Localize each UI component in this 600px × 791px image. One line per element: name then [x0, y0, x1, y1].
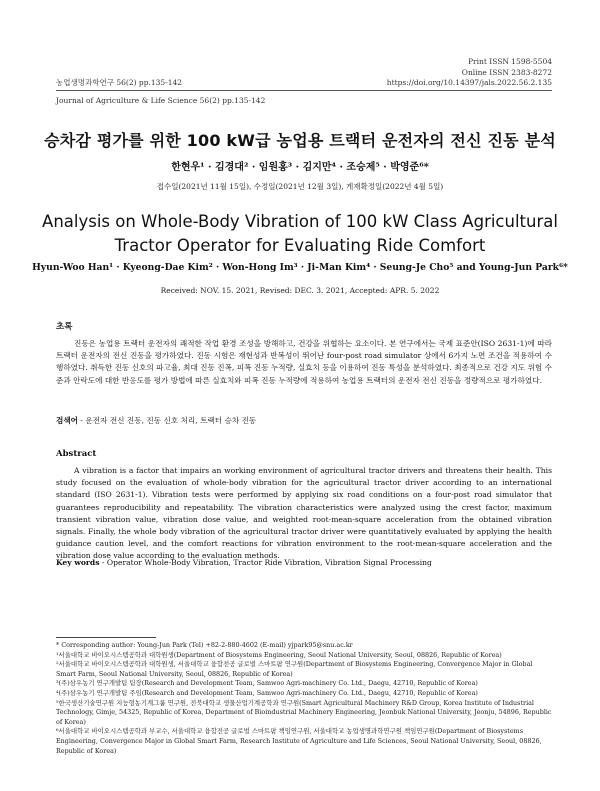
online-issn: Online ISSN 2383-8272 [461, 67, 552, 77]
journal-name-ko: 농업생명과학연구 56(2) pp.135-142 [56, 78, 183, 87]
title-english: Analysis on Whole-Body Vibration of 100 kW Class Agricultural Tractor Operator for Evaluating Ride Comfort [42, 212, 558, 255]
footnote-divider [56, 637, 156, 638]
footnote-affiliation: ⁴(주)삼우농기 연구개발팀 주임(Research and Development Team, Samwoo Agri-machinery Co. Ltd., Daegu, 42710, Republic of Korea) [56, 688, 478, 697]
abstract-ko-text: 진동은 농업용 트랙터 운전자의 쾌적한 작업 환경 조성을 방해하고, 건강을 위협하는 요소이다. 본 연구에서는 국제 표준안(ISO 2631-1)에 따라 트랙터 운전자의 전신 진동을 평가하였다. 진동 시험은 재현성과 반복성이 뛰어난 four-post road simulator 상에서 6가지 노면 조건을 적용하여 수행하였다. 취득한 진동 신호의 파고율, 최대 진동 진폭, 피폭 진동 누적량, 실효치 등을 이용하여 진동 특성을 분석하였다. 최종적으로 건강 지도 위험 수준과 안락도에 대한 반응도를 평가 방법에 따른 실효치와 피폭 진동 누적량에 적용하여 농업용 트랙터의 운전자 전신 진동을 정량적으로 평가하였다. [56, 339, 552, 385]
issn-doi-block [387, 57, 552, 89]
abstract-en-text: A vibration is a factor that impairs an working environment of agricultural tractor drivers and threatens their health. This study focused on the evaluation of whole-body vibration for the agricultural tractor driver according to an international standard (ISO 2631-1). Vibration tests were performed by applying six road conditions on a four-post road simulator that guarantees reproducibility and repeatability. The vibration characteristics were analyzed using the crest factor, maximum transient vibration value, vibration dose value, and weighted root-mean-square acceleration from the obtained vibration signals. Finally, the whole body vibration of the agricultural tractor driver were quantitatively evaluated by applying the health guidance caution level, and the comfort reactions for vibration environment to the root-mean-square acceleration and the vibration dose value according to the evaluation methods. [56, 466, 552, 561]
footnote-corresponding: * Corresponding author: Young-Jun Park (Tel) +82-2-880-4602 (E-mail) yjpark95@snu.ac.kr [56, 641, 353, 649]
dates-english: Received: NOV. 15. 2021, Revised: DEC. 3. 2021, Accepted: APR. 5. 2022 [160, 286, 440, 295]
journal-name-en: Journal of Agriculture & Life Science 56(2) pp.135-142 [56, 96, 266, 105]
footnote-affiliation: ²서울대학교 바이오시스템공학과 대학원생, 서울대학교 융합전공 글로벌 스마트팜 연구원(Department of Biosystems Engineering, Convergence Major in Global Smart Farm, Seoul National University, Seoul, 08826, Republic of Korea) [56, 660, 533, 678]
authors-english: Hyun-Woo Han¹ · Kyeong-Dae Kim² · Won-Hong Im³ · Ji-Man Kim⁴ · Seung-Je Cho⁵ and Young-Jun Park⁶* [32, 262, 568, 273]
keywords-ko [56, 415, 552, 426]
abstract-en-heading: Abstract [56, 449, 97, 459]
footnotes [56, 641, 552, 756]
keywords-ko-list: - 운전자 전신 진동, 진동 신호 처리, 트랙터 승차 진동 [78, 416, 257, 425]
dates-korean: 접수일(2021년 11월 15일), 수정일(2021년 12월 3일), 게재확정일(2022년 4월 5일) [156, 182, 444, 191]
keywords-ko-label: 검색어 [56, 416, 79, 425]
doi-link[interactable]: https://doi.org/10.14397/jals.2022.56.2.135 [386, 78, 552, 87]
footnote-affiliation: ⁵한국생산기술연구원 지능형농기계그룹 연구원, 전북대학교 생물산업기계공학과 연구원(Smart Agricultural Machinery R&D Group, Korea Institute of Industrial Technology, Gimje, 54325, Republic of Korea, Department of Bioindustrial Machinery Engineering, Jeonbuk National University, Jeonju, 54896, Republic of Korea) [56, 698, 552, 726]
header-divider [56, 90, 552, 91]
abstract-ko-heading: 초록 [56, 322, 73, 332]
authors-korean: 한현우¹ · 김경대² · 임원홍³ · 김지만⁴ · 조승제⁵ · 박영준⁶* [171, 162, 429, 173]
footnote-affiliation: ⁶서울대학교 바이오시스템공학과 부교수, 서울대학교 융합전공 글로벌 스마트팜 책임연구원, 서울대학교 농업생명과학연구원 책임연구원(Department of Biosystems Engineering, Convergence Major in Global Smart Farm, Research Institute of Agriculture and Life Sciences, Seoul National University, Seoul, 08826, Republic of Korea) [56, 727, 542, 755]
keywords-en-list: - Operator Whole-Body Vibration, Tractor Ride Vibration, Vibration Signal Processing [99, 558, 432, 567]
footnote-affiliation: ¹서울대학교 바이오시스템공학과 대학원생(Department of Biosystems Engineering, Seoul National University, Seoul, 08826, Republic of Korea) [56, 650, 502, 659]
title-korean: 승차감 평가를 위한 100 kW급 농업용 트랙터 운전자의 전신 진동 분석 [44, 131, 556, 150]
footnote-affiliation: ³(주)삼우농기 연구개발팀 팀장(Research and Development Team, Samwoo Agri-machinery Co. Ltd., Daegu, 42710, Republic of Korea) [56, 679, 478, 688]
keywords-en-label: Key words [56, 558, 100, 567]
keywords-en [56, 558, 552, 567]
print-issn: Print ISSN 1598-5504 [467, 57, 552, 66]
